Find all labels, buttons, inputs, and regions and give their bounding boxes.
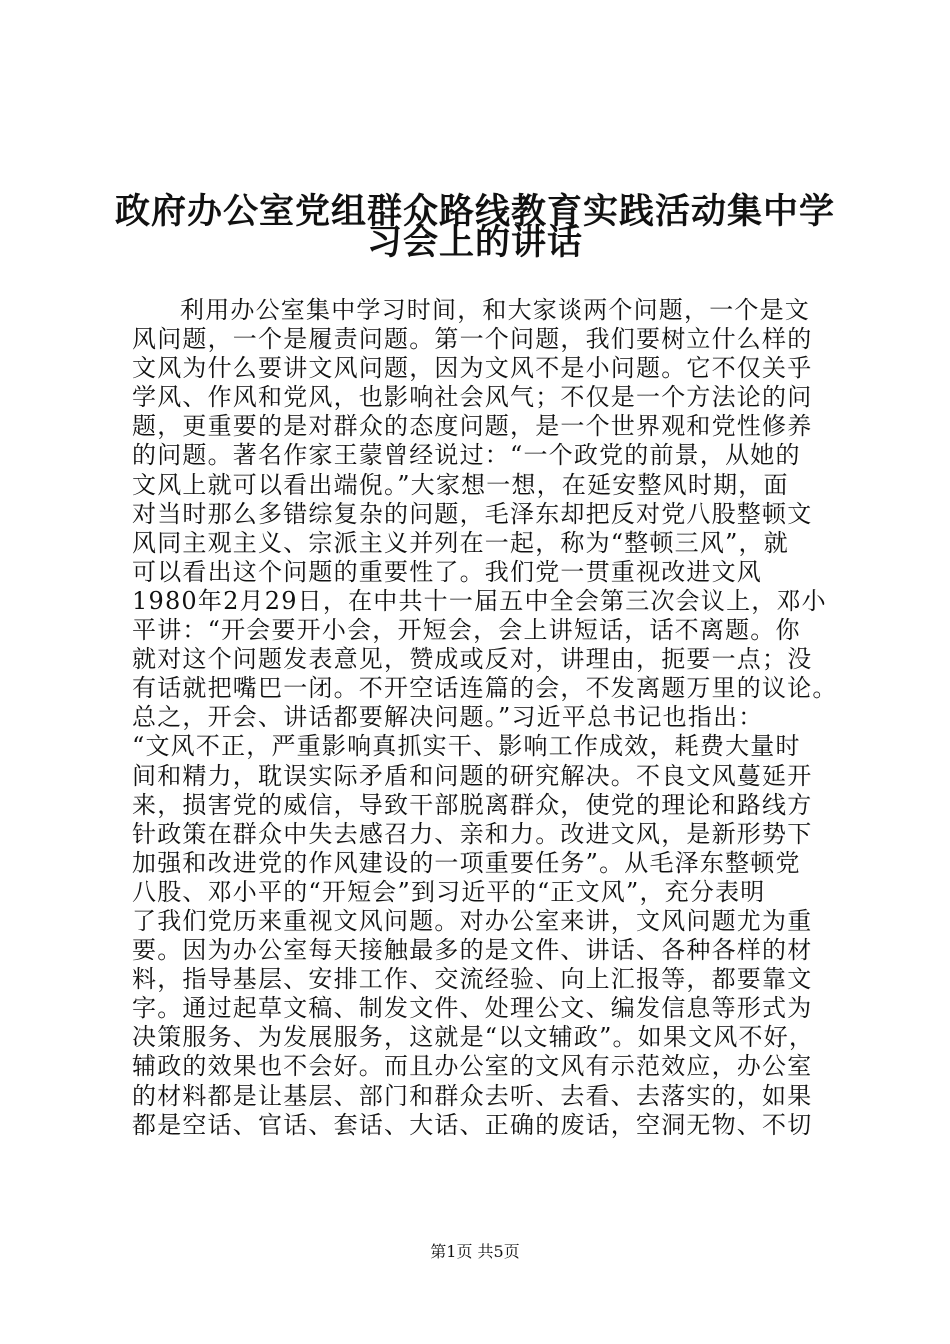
body-line: 字。通过起草文稿、制发文件、处理公文、编发信息等形式为 [132, 994, 813, 1023]
body-line: 的问题。著名作家王蒙曾经说过：“一个政党的前景，从她的 [132, 441, 801, 470]
body-line: 对当时那么多错综复杂的问题，毛泽东却把反对党八股整顿文 [132, 499, 813, 528]
body-line: 都是空话、官话、套话、大话、正确的废话，空洞无物、不切 [132, 1110, 813, 1139]
body-line: 了我们党历来重视文风问题。对办公室来讲，文风问题尤为重 [132, 906, 813, 935]
body-line: 针政策在群众中失去感召力、亲和力。改进文风，是新形势下 [132, 819, 813, 848]
body-line: 间和精力，耽误实际矛盾和问题的研究解决。不良文风蔓延开 [132, 761, 813, 790]
body-text [132, 296, 836, 1140]
body-line: 八股、邓小平的“开短会”到习近平的“正文风”，充分表明 [132, 877, 766, 906]
body-line: 决策服务、为发展服务，这就是“以文辅政”。如果文风不好， [132, 1023, 815, 1052]
body-line: 就对这个问题发表意见，赞成或反对，讲理由，扼要一点；没 [132, 645, 813, 674]
body-line: 辅政的效果也不会好。而且办公室的文风有示范效应，办公室 [132, 1052, 813, 1081]
body-line: 风问题，一个是履责问题。第一个问题，我们要树立什么样的 [132, 325, 813, 354]
body-line: 风同主观主义、宗派主义并列在一起，称为“整顿三风”，就 [132, 528, 789, 557]
body-line: 来，损害党的威信，导致干部脱离群众，使党的理论和路线方 [132, 790, 813, 819]
body-line: 平讲：“开会要开小会，开短会，会上讲短话，话不离题。你 [132, 616, 801, 645]
body-line: 1980年2月29日，在中共十一届五中全会第三次会议上，邓小 [132, 586, 827, 615]
body-line: 要。因为办公室每天接触最多的是文件、讲话、各种各样的材 [132, 936, 813, 965]
body-line: “文风不正，严重影响真抓实干、影响工作成效，耗费大量时 [132, 732, 801, 761]
body-line: 题，更重要的是对群众的态度问题，是一个世界观和党性修养 [132, 412, 813, 441]
body-line: 利用办公室集中学习时间，和大家谈两个问题，一个是文 [180, 296, 810, 324]
body-line: 文风为什么要讲文风问题，因为文风不是小问题。它不仅关乎 [132, 354, 813, 383]
page-number-footer: 第1页 共5页 [430, 1242, 520, 1261]
body-line: 的材料都是让基层、部门和群众去听、去看、去落实的，如果 [132, 1081, 813, 1110]
page-title-line-2: 习会上的讲话 [366, 223, 583, 263]
body-line: 文风上就可以看出端倪。”大家想一想，在延安整风时期，面 [132, 470, 789, 499]
body-line: 有话就把嘴巴一闭。不开空话连篇的会，不发离题万里的议论。 [132, 674, 838, 703]
body-line: 可以看出这个问题的重要性了。我们党一贯重视改进文风 [132, 557, 762, 586]
body-line: 学风、作风和党风，也影响社会风气；不仅是一个方法论的问 [132, 383, 813, 412]
body-line: 加强和改进党的作风建设的一项重要任务”。从毛泽东整顿党 [132, 848, 801, 877]
body-line: 料，指导基层、安排工作、交流经验、向上汇报等，都要靠文 [132, 965, 813, 994]
body-line: 总之，开会、讲话都要解决问题。”习近平总书记也指出： [132, 703, 764, 732]
page-title-line-1: 政府办公室党组群众路线教育实践活动集中学 [114, 192, 835, 232]
